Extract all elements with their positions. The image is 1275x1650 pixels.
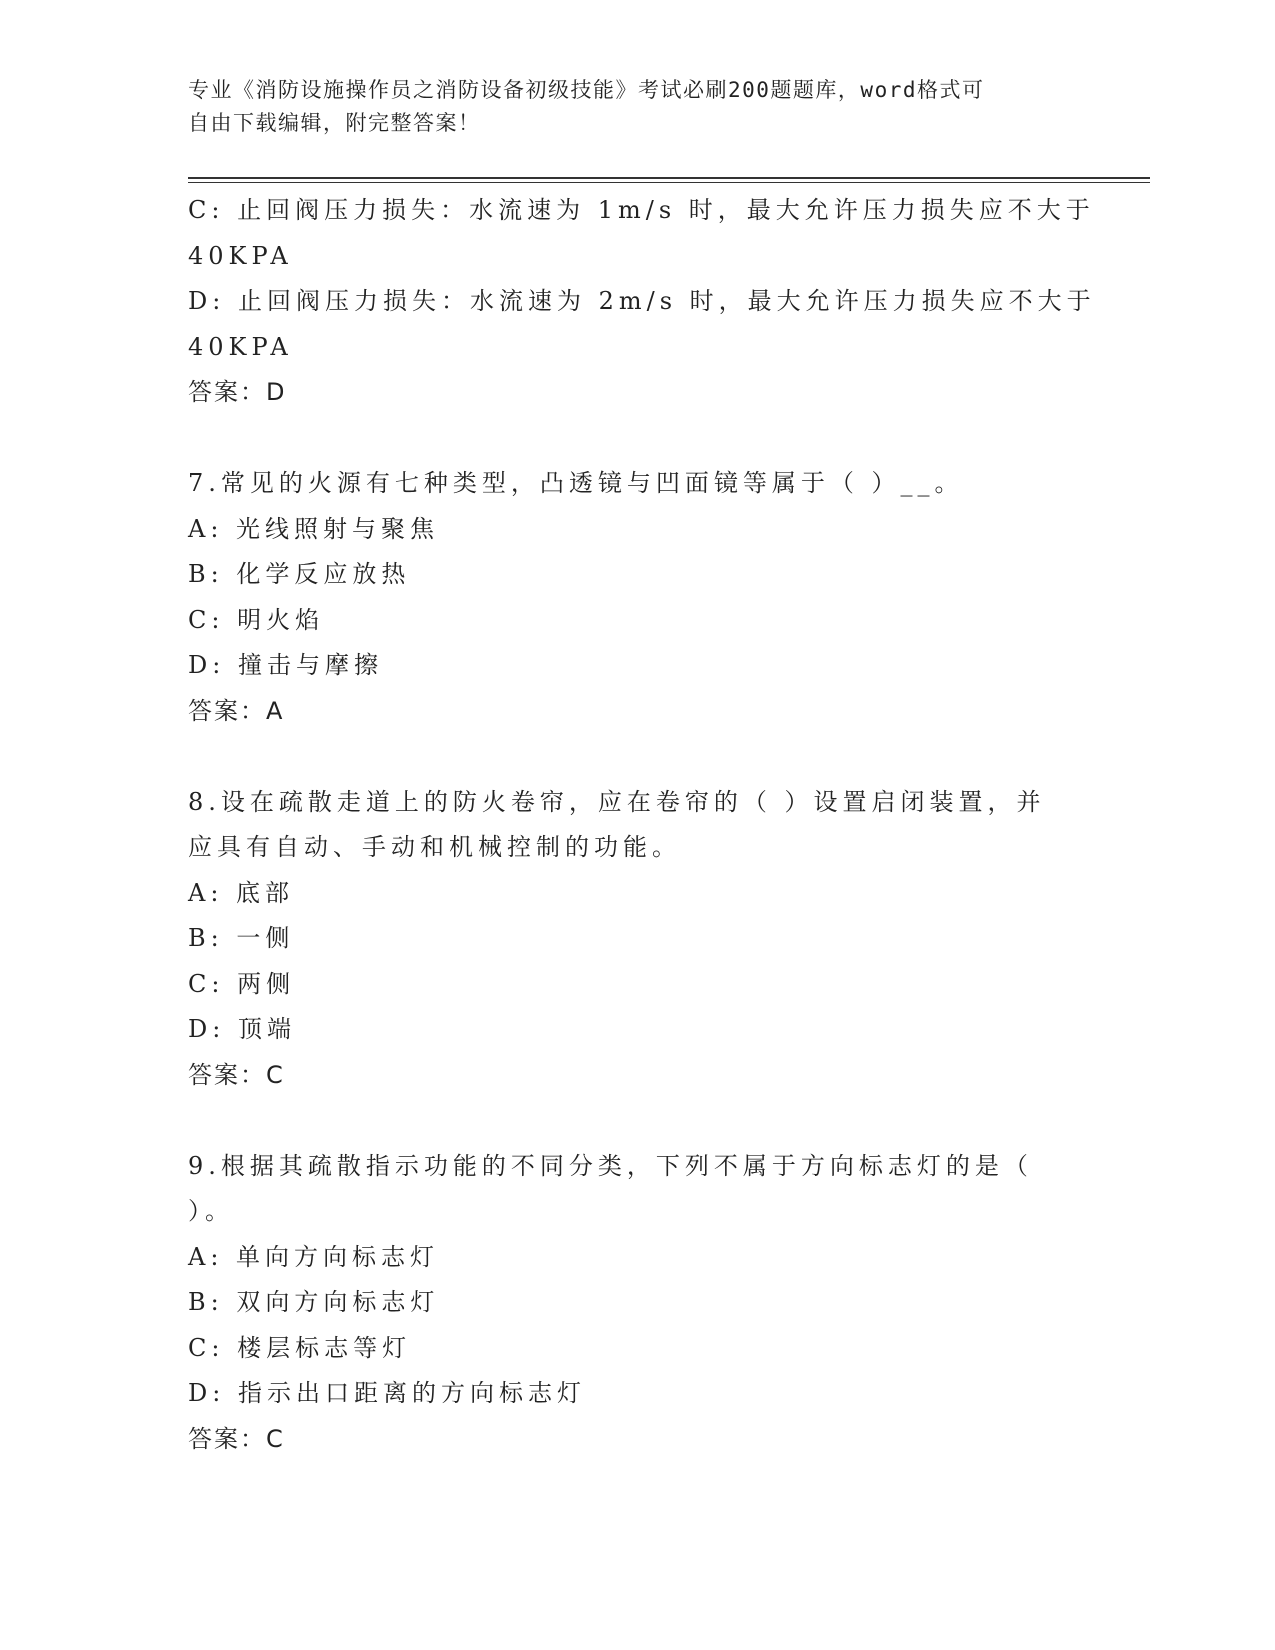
option-d: D: 指示出口距离的方向标志灯 xyxy=(188,1379,586,1407)
header-divider-thick xyxy=(188,177,1150,179)
option-c: C: 明火焰 xyxy=(188,605,325,634)
option-d-line-1: D: 止回阀压力损失：水流速为 2m/s 时，最大允许压力损失应不大于 xyxy=(188,287,1096,315)
header-line-1: 专业《消防设施操作员之消防设备初级技能》考试必刷200题题库，word格式可 xyxy=(188,78,985,102)
question-content xyxy=(188,188,1096,1462)
header-line-2: 自由下载编辑，附完整答案！ xyxy=(188,111,481,135)
option-c: C: 楼层标志等灯 xyxy=(188,1333,412,1362)
question-8 xyxy=(188,780,1068,1099)
option-d: D: 撞击与摩擦 xyxy=(188,651,383,679)
question-6-tail xyxy=(188,188,1096,416)
question-8-text-line-1: 8.设在疏散走道上的防火卷帘，应在卷帘的（ ）设置启闭装置，并 xyxy=(188,787,1046,816)
option-c-line-1: C: 止回阀压力损失：水流速为 1m/s 时，最大允许压力损失应不大于 xyxy=(188,196,1095,224)
option-c: C: 两侧 xyxy=(188,969,296,998)
question-9-text-line-2: ）。 xyxy=(188,1197,234,1225)
option-d: D: 顶端 xyxy=(188,1015,296,1043)
answer-7: 答案：A xyxy=(188,696,285,725)
spacer xyxy=(188,734,1068,780)
header-divider-thin xyxy=(188,182,1150,183)
question-7-text: 7.常见的火源有七种类型，凸透镜与凹面镜等属于（ ）__。 xyxy=(188,469,964,497)
spacer xyxy=(188,1098,1068,1144)
answer-8: 答案：C xyxy=(188,1060,285,1089)
option-a: A: 底部 xyxy=(188,878,295,907)
option-a: A: 单向方向标志灯 xyxy=(188,1242,440,1271)
question-7 xyxy=(188,461,1068,734)
spacer xyxy=(188,416,1068,462)
answer-9: 答案：C xyxy=(188,1424,285,1453)
option-a: A: 光线照射与聚焦 xyxy=(188,514,440,543)
question-9 xyxy=(188,1144,1068,1463)
page-header xyxy=(188,74,1068,140)
option-b: B: 化学反应放热 xyxy=(188,560,411,588)
answer-6: 答案：D xyxy=(188,378,287,406)
option-c-line-2: 40KPA xyxy=(188,241,293,270)
option-b: B: 双向方向标志灯 xyxy=(188,1288,440,1316)
option-b: B: 一侧 xyxy=(188,924,295,952)
question-9-text-line-1: 9.根据其疏散指示功能的不同分类，下列不属于方向标志灯的是（ xyxy=(188,1151,1033,1180)
option-d-line-2: 40KPA xyxy=(188,332,293,361)
question-8-text-line-2: 应具有自动、手动和机械控制的功能。 xyxy=(188,833,681,861)
